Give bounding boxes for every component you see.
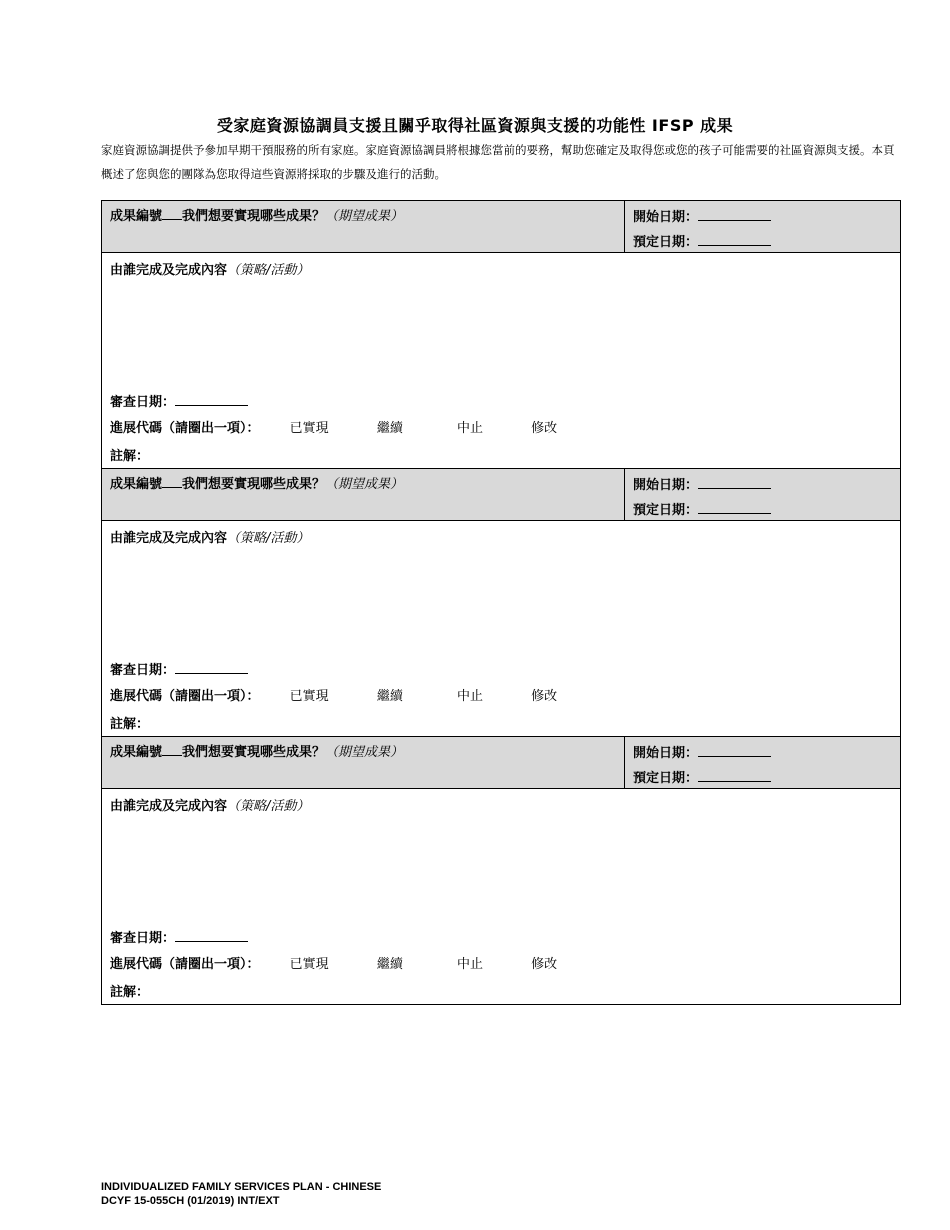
target-date-field[interactable] [698,232,771,246]
outcome-number-field[interactable] [162,474,182,488]
review-date-label: 審查日期： [110,395,176,410]
progress-option-revise[interactable]: 修改 [531,957,558,972]
strategy-label: 由誰完成及完成內容 [110,531,228,546]
progress-option-continue[interactable]: 繼續 [376,421,403,436]
progress-option-continue[interactable]: 繼續 [376,689,403,704]
progress-option-revise[interactable]: 修改 [531,421,558,436]
start-date-field[interactable] [698,475,771,489]
progress-code-row [110,417,557,436]
outcome-number-field[interactable] [162,206,182,220]
progress-option-discontinue[interactable]: 中止 [456,957,483,972]
progress-option-continue[interactable]: 繼續 [376,957,403,972]
progress-code-label: 進展代碼（請圈出一項）： [110,957,260,972]
outcome-header [102,469,900,521]
target-date-label: 預定日期： [633,503,699,518]
progress-option-achieved[interactable]: 已實現 [289,957,329,972]
strategy-body [102,521,900,736]
progress-code-row [110,685,557,704]
strategy-label: 由誰完成及完成內容 [110,263,228,278]
progress-option-achieved[interactable]: 已實現 [289,689,329,704]
strategy-body [102,253,900,468]
footer-form-title: INDIVIDUALIZED FAMILY SERVICES PLAN - CHINESE [101,1181,382,1193]
intro-text: 家庭資源協調提供予參加早期干預服務的所有家庭。家庭資源協調員將根據您當前的要務，幫助您確定及取得您或您的孩子可能需要的社區資源與支援。本頁概述了您與您的團隊為您取得這些資源將採取的步驟及進行的活動。 [101,143,895,181]
strategy-hint: （策略/活動） [227,799,310,814]
strategy-label: 由誰完成及完成內容 [110,799,228,814]
outcomes-form [101,200,901,1005]
review-date-field[interactable] [175,928,248,942]
target-date-field[interactable] [698,500,771,514]
strategy-body [102,789,900,1004]
outcome-dates-cell [625,201,900,252]
outcome-number-label: 成果編號 [110,209,163,224]
outcome-question-label: 我們想要實現哪些成果？ [182,745,326,760]
outcome-section-3 [102,736,900,1004]
outcome-section-1 [102,201,900,468]
progress-option-revise[interactable]: 修改 [531,689,558,704]
progress-code-label: 進展代碼（請圈出一項）： [110,689,260,704]
outcome-dates-cell [625,469,900,520]
start-date-label: 開始日期： [633,210,699,225]
outcome-section-2 [102,468,900,736]
review-date-label: 審查日期： [110,663,176,678]
target-date-field[interactable] [698,768,771,782]
outcome-question-cell [102,469,625,520]
outcome-question-cell [102,737,625,788]
target-date-label: 預定日期： [633,771,699,786]
progress-code-row [110,953,557,972]
review-date-label: 審查日期： [110,931,176,946]
progress-code-label: 進展代碼（請圈出一項）： [110,421,260,436]
form-footer [101,1180,381,1208]
outcome-question-cell [102,201,625,252]
outcome-hint: （期望成果） [325,209,404,224]
outcome-hint: （期望成果） [325,745,404,760]
outcome-question-label: 我們想要實現哪些成果？ [182,209,326,224]
outcome-dates-cell [625,737,900,788]
strategy-hint: （策略/活動） [227,531,310,546]
outcome-number-label: 成果編號 [110,745,163,760]
start-date-label: 開始日期： [633,478,699,493]
start-date-field[interactable] [698,207,771,221]
start-date-field[interactable] [698,743,771,757]
start-date-label: 開始日期： [633,746,699,761]
notes-label: 註解： [110,449,150,464]
progress-option-discontinue[interactable]: 中止 [456,421,483,436]
review-date-field[interactable] [175,660,248,674]
notes-label: 註解： [110,717,150,732]
outcome-number-label: 成果編號 [110,477,163,492]
progress-option-discontinue[interactable]: 中止 [456,689,483,704]
page-title: 受家庭資源協調員支援且關乎取得社區資源與支援的功能性 IFSP 成果 [216,116,734,135]
outcome-header [102,201,900,253]
outcome-header [102,737,900,789]
outcome-question-label: 我們想要實現哪些成果？ [182,477,326,492]
strategy-hint: （策略/活動） [227,263,310,278]
progress-option-achieved[interactable]: 已實現 [289,421,329,436]
outcome-number-field[interactable] [162,742,182,756]
outcome-hint: （期望成果） [325,477,404,492]
target-date-label: 預定日期： [633,235,699,250]
notes-label: 註解： [110,985,150,1000]
review-date-field[interactable] [175,392,248,406]
footer-form-number: DCYF 15-055CH (01/2019) INT/EXT [101,1195,280,1207]
